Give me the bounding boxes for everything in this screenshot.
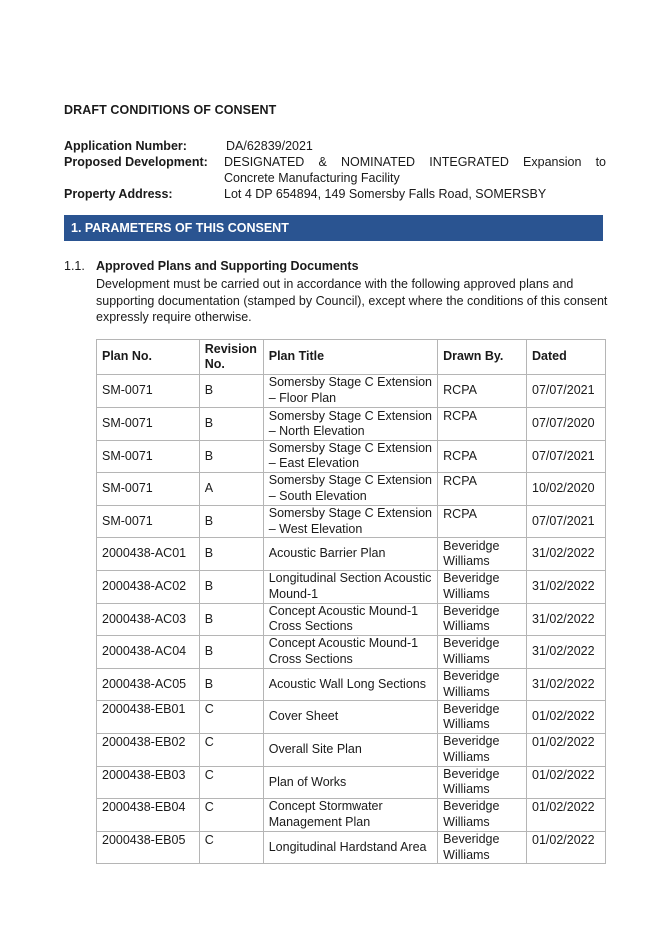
cell-plan-title: Overall Site Plan: [263, 733, 437, 766]
cell-dated: 07/07/2021: [527, 440, 606, 473]
proposed-development-value: DESIGNATED & NOMINATED INTEGRATED Expansion to Concrete Manufacturing Facility: [224, 155, 606, 185]
clause-body: Development must be carried out in accordance with the following approved plans and supporting documentation (stamped by Council), except where the conditions of this consent expressly require otherwise.: [96, 277, 608, 324]
header-dated: Dated: [527, 340, 606, 375]
cell-drawn-by: Beveridge Williams: [438, 668, 527, 701]
clause-heading: Approved Plans and Supporting Documents: [96, 259, 359, 273]
cell-revision-no: B: [199, 375, 263, 408]
cell-dated: 01/02/2022: [527, 733, 606, 766]
cell-drawn-by: Beveridge Williams: [438, 733, 527, 766]
cell-dated: 31/02/2022: [527, 668, 606, 701]
cell-plan-title: Acoustic Wall Long Sections: [263, 668, 437, 701]
table-row: [97, 603, 606, 636]
table-row: [97, 538, 606, 571]
cell-drawn-by: Beveridge Williams: [438, 603, 527, 636]
cell-dated: 07/07/2020: [527, 407, 606, 440]
cell-plan-no: SM-0071: [97, 407, 200, 440]
cell-drawn-by: Beveridge Williams: [438, 636, 527, 669]
cell-drawn-by: RCPA: [438, 505, 527, 538]
cell-plan-no: 2000438-EB04: [97, 799, 200, 832]
cell-plan-title: Concept Stormwater Management Plan: [263, 799, 437, 832]
cell-plan-no: 2000438-EB02: [97, 733, 200, 766]
application-number-value: DA/62839/2021: [226, 139, 313, 153]
cell-plan-no: 2000438-EB03: [97, 766, 200, 799]
table-row: [97, 799, 606, 832]
cell-revision-no: B: [199, 505, 263, 538]
cell-plan-no: 2000438-AC05: [97, 668, 200, 701]
cell-plan-title: Cover Sheet: [263, 701, 437, 734]
header-plan-no: Plan No.: [97, 340, 200, 375]
cell-revision-no: C: [199, 701, 263, 734]
header-drawn-by: Drawn By.: [438, 340, 527, 375]
cell-plan-title: Concept Acoustic Mound-1 Cross Sections: [263, 603, 437, 636]
document-title: DRAFT CONDITIONS OF CONSENT: [64, 103, 277, 117]
cell-plan-title: Somersby Stage C Extension – North Elevation: [263, 407, 437, 440]
cell-revision-no: C: [199, 766, 263, 799]
cell-drawn-by: Beveridge Williams: [438, 766, 527, 799]
cell-plan-no: 2000438-AC04: [97, 636, 200, 669]
table-body: [97, 375, 606, 864]
cell-revision-no: A: [199, 473, 263, 506]
cell-plan-title: Plan of Works: [263, 766, 437, 799]
cell-revision-no: B: [199, 538, 263, 571]
cell-drawn-by: RCPA: [438, 407, 527, 440]
cell-drawn-by: RCPA: [438, 473, 527, 506]
application-number-label: Application Number:: [64, 139, 187, 153]
clause-number: 1.1.: [64, 259, 85, 273]
cell-dated: 01/02/2022: [527, 799, 606, 832]
table-row: [97, 407, 606, 440]
cell-dated: 31/02/2022: [527, 538, 606, 571]
cell-revision-no: C: [199, 799, 263, 832]
cell-dated: 01/02/2022: [527, 831, 606, 864]
cell-revision-no: B: [199, 603, 263, 636]
cell-plan-no: 2000438-AC03: [97, 603, 200, 636]
cell-dated: 01/02/2022: [527, 766, 606, 799]
cell-revision-no: C: [199, 831, 263, 864]
table-row: [97, 505, 606, 538]
cell-plan-title: Longitudinal Section Acoustic Mound-1: [263, 570, 437, 603]
property-address-label: Property Address:: [64, 187, 173, 201]
table-row: [97, 831, 606, 864]
cell-revision-no: B: [199, 407, 263, 440]
cell-drawn-by: RCPA: [438, 375, 527, 408]
cell-plan-title: Somersby Stage C Extension – South Elevation: [263, 473, 437, 506]
table-row: [97, 733, 606, 766]
cell-dated: 01/02/2022: [527, 701, 606, 734]
cell-dated: 10/02/2020: [527, 473, 606, 506]
cell-drawn-by: Beveridge Williams: [438, 799, 527, 832]
cell-drawn-by: Beveridge Williams: [438, 538, 527, 571]
table-row: [97, 570, 606, 603]
table-row: [97, 473, 606, 506]
property-address-value: Lot 4 DP 654894, 149 Somersby Falls Road, SOMERSBY: [224, 187, 547, 201]
cell-plan-title: Acoustic Barrier Plan: [263, 538, 437, 571]
cell-plan-no: 2000438-EB05: [97, 831, 200, 864]
cell-plan-no: 2000438-AC02: [97, 570, 200, 603]
cell-dated: 31/02/2022: [527, 570, 606, 603]
table-row: [97, 440, 606, 473]
cell-plan-no: SM-0071: [97, 505, 200, 538]
cell-drawn-by: Beveridge Williams: [438, 831, 527, 864]
cell-plan-title: Somersby Stage C Extension – Floor Plan: [263, 375, 437, 408]
proposed-development-label: Proposed Development:: [64, 155, 208, 169]
cell-drawn-by: Beveridge Williams: [438, 570, 527, 603]
table-header-row: [97, 340, 606, 375]
cell-revision-no: B: [199, 636, 263, 669]
cell-drawn-by: RCPA: [438, 440, 527, 473]
cell-plan-no: 2000438-EB01: [97, 701, 200, 734]
table-row: [97, 701, 606, 734]
cell-dated: 07/07/2021: [527, 375, 606, 408]
table-row: [97, 668, 606, 701]
cell-plan-no: SM-0071: [97, 375, 200, 408]
table-row: [97, 766, 606, 799]
cell-revision-no: C: [199, 733, 263, 766]
cell-dated: 31/02/2022: [527, 636, 606, 669]
cell-dated: 07/07/2021: [527, 505, 606, 538]
cell-revision-no: B: [199, 570, 263, 603]
table-row: [97, 636, 606, 669]
cell-plan-title: Somersby Stage C Extension – East Elevation: [263, 440, 437, 473]
table-row: [97, 375, 606, 408]
cell-plan-title: Somersby Stage C Extension – West Elevation: [263, 505, 437, 538]
cell-revision-no: B: [199, 440, 263, 473]
cell-dated: 31/02/2022: [527, 603, 606, 636]
approved-plans-table: [96, 339, 606, 864]
cell-plan-title: Concept Acoustic Mound-1 Cross Sections: [263, 636, 437, 669]
header-revision-no: Revision No.: [199, 340, 263, 375]
cell-plan-no: SM-0071: [97, 473, 200, 506]
cell-plan-no: SM-0071: [97, 440, 200, 473]
section-heading-banner: 1. PARAMETERS OF THIS CONSENT: [64, 215, 603, 241]
cell-drawn-by: Beveridge Williams: [438, 701, 527, 734]
header-plan-title: Plan Title: [263, 340, 437, 375]
cell-plan-no: 2000438-AC01: [97, 538, 200, 571]
cell-plan-title: Longitudinal Hardstand Area: [263, 831, 437, 864]
cell-revision-no: B: [199, 668, 263, 701]
